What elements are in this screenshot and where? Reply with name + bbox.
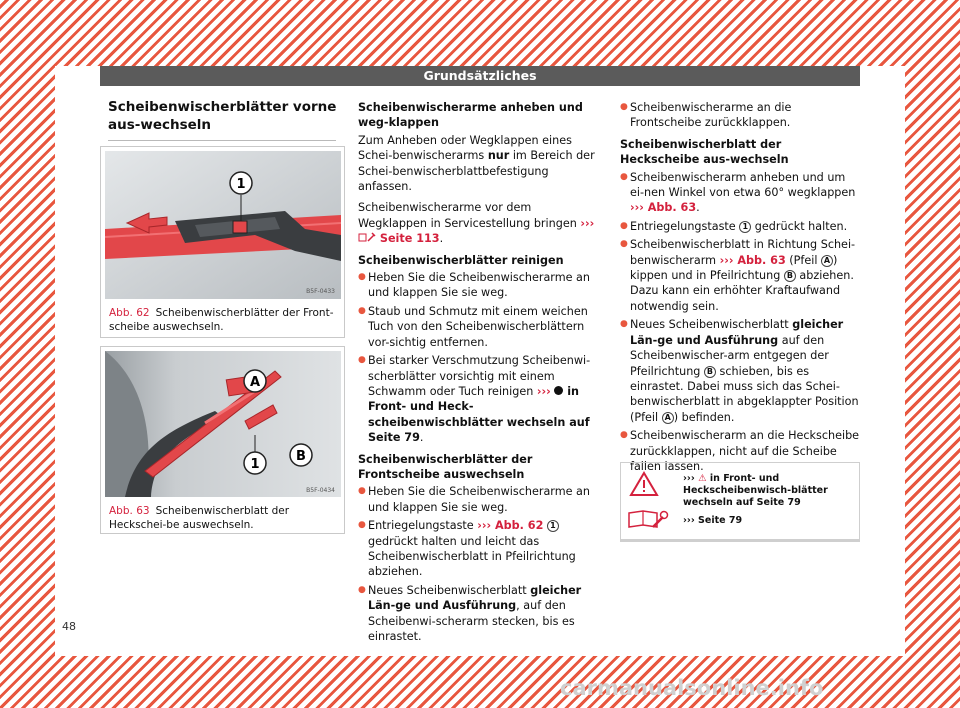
bullet-item: ● Neues Scheibenwischerblatt gleicher Län-ge und Ausführung, auf den Scheibenwi-scherarm stecken, bis es einrastet.: [358, 583, 598, 645]
bullet-item: ● Heben Sie die Scheibenwischerarme an und klappen Sie sie weg.: [358, 270, 598, 301]
text-column-middle: [358, 100, 598, 647]
figure-62-label: Abb. 62: [109, 307, 150, 319]
link-abb-63[interactable]: ››› Abb. 63: [630, 201, 697, 215]
bullet-item: ● Scheibenwischerblatt in Richtung Schei-benwischerarm ››› Abb. 63 (Pfeil A ) kippen und in Pfeilrichtung B abziehen. Dazu kann ein erhöhter Kraftaufwand notwendig sein.: [620, 237, 860, 314]
bullet-item: ● Scheibenwischerarme an die Frontscheibe zurückklappen.: [620, 100, 860, 131]
bullet-item: ● Staub und Schmutz mit einem weichen Tuch von den Scheibenwischerblättern vor-sichtig entfernen.: [358, 304, 598, 350]
svg-text:A: A: [249, 375, 261, 390]
bullet-item: ● Bei starker Verschmutzung Scheibenwi-scherblätter vorsichtig mit einem Schwamm oder Tuch reinigen ››› in Front- und Heck-scheibenwischblätter wechseln auf Seite 79.: [358, 353, 598, 445]
figure-62: [100, 146, 345, 338]
figure-63-marker-a: [244, 370, 266, 392]
link-abb-62[interactable]: ››› Abb. 62: [477, 519, 544, 533]
heading-front-replace: Scheibenwischerblätter der Frontscheibe auswechseln: [358, 452, 533, 481]
heading-clean: Scheibenwischerblätter reinigen: [358, 253, 564, 267]
heading-rear-replace: Scheibenwischerblatt der Heckscheibe aus-wechseln: [620, 137, 789, 167]
warning-page-ref[interactable]: ››› Seite 79: [683, 515, 743, 526]
warning-triangle-icon: [629, 471, 659, 497]
paragraph-raise: Zum Anheben oder Wegklappen eines Schei-benwischerarms nur im Bereich der Schei-benwischerblattbefestigung anfassen.: [358, 133, 595, 194]
warning-circle-icon: [554, 386, 563, 395]
bullet-item: ● Heben Sie die Scheibenwischerarme an und klappen Sie sie weg.: [358, 484, 598, 515]
bullet-item: ● Entriegelungstaste 1 gedrückt halten.: [620, 219, 860, 234]
callout-letter: A: [662, 412, 674, 424]
figure-62-caption: Abb. 62 Scheibenwischerblätter der Front-scheibe auswechseln.: [109, 307, 334, 333]
warning-divider: [620, 540, 860, 542]
title-divider: [108, 140, 336, 141]
figure-63-marker-b: [290, 444, 312, 466]
bullet-item: ● Scheibenwischerarm an die Heckscheibe zurückklappen, nicht auf die Scheibe fallen lassen.: [620, 428, 860, 474]
figure-63-label: Abb. 63: [109, 505, 150, 517]
watermark: carmanualsonline.info: [560, 676, 824, 700]
callout-letter: B: [704, 366, 716, 378]
text-column-right: [620, 100, 860, 477]
link-abb-63[interactable]: ››› Abb. 63: [719, 253, 786, 267]
section-title: Scheibenwischerblätter vorne aus-wechseln: [108, 99, 337, 133]
svg-text:B: B: [296, 449, 306, 464]
figure-62-code: B5F-0433: [306, 288, 335, 295]
link-seite-113[interactable]: Seite 113: [376, 232, 440, 246]
warning-box: [620, 462, 860, 540]
figure-62-marker-1: [230, 172, 252, 194]
chapter-header: Grundsätzliches: [100, 66, 860, 86]
svg-text:1: 1: [250, 457, 260, 472]
callout-number: 1: [547, 520, 559, 532]
wrench-book-icon: [627, 507, 669, 531]
wiper-front-illustration: [105, 151, 341, 299]
figure-63-marker-1: [244, 452, 266, 474]
callout-number: 1: [739, 221, 751, 233]
heading-raise-arms: Scheibenwischerarme anheben und weg-klappen: [358, 101, 583, 130]
bullet-item: ● Scheibenwischerarm anheben und um ei-nen Winkel von etwa 60° wegklappen ››› Abb. 63.: [620, 170, 860, 216]
svg-text:1: 1: [236, 177, 246, 192]
link-seite-79[interactable]: in Front- und Heck-scheibenwischblätter wechseln auf Seite 79: [368, 384, 590, 445]
bullet-item: ● Entriegelungstaste ››› Abb. 62 1 gedrückt halten und leicht das Scheibenwischerblatt in Pfeilrichtung abziehen.: [358, 518, 598, 580]
figure-63: [100, 346, 345, 534]
callout-letter: B: [784, 270, 796, 282]
wiper-rear-illustration: [105, 351, 341, 497]
callout-letter: A: [821, 255, 833, 267]
figure-63-caption: Abb. 63 Scheibenwischerblatt der Heckschei-be auswechseln.: [109, 505, 290, 531]
bullet-item: ● Neues Scheibenwischerblatt gleicher Län-ge und Ausführung auf den Scheibenwischer-arm entgegen der Pfeilrichtung B schieben, bis es einrastet. Dabei muss sich das Schei-benwischerblatt in abgeklappter Position (Pfeil A ) befinden.: [620, 317, 860, 425]
figure-63-code: B5F-0434: [306, 487, 335, 494]
wrench-book-icon: [358, 232, 376, 243]
paragraph-service-position: Scheibenwischerarme vor dem Wegklappen in Servicestellung bringen ››› Seite 113.: [358, 201, 595, 246]
page-number: 48: [62, 620, 76, 633]
warning-link-text[interactable]: ››› ⚠ in Front- und Heckscheibenwisch-blätter wechseln auf Seite 79: [683, 473, 828, 508]
